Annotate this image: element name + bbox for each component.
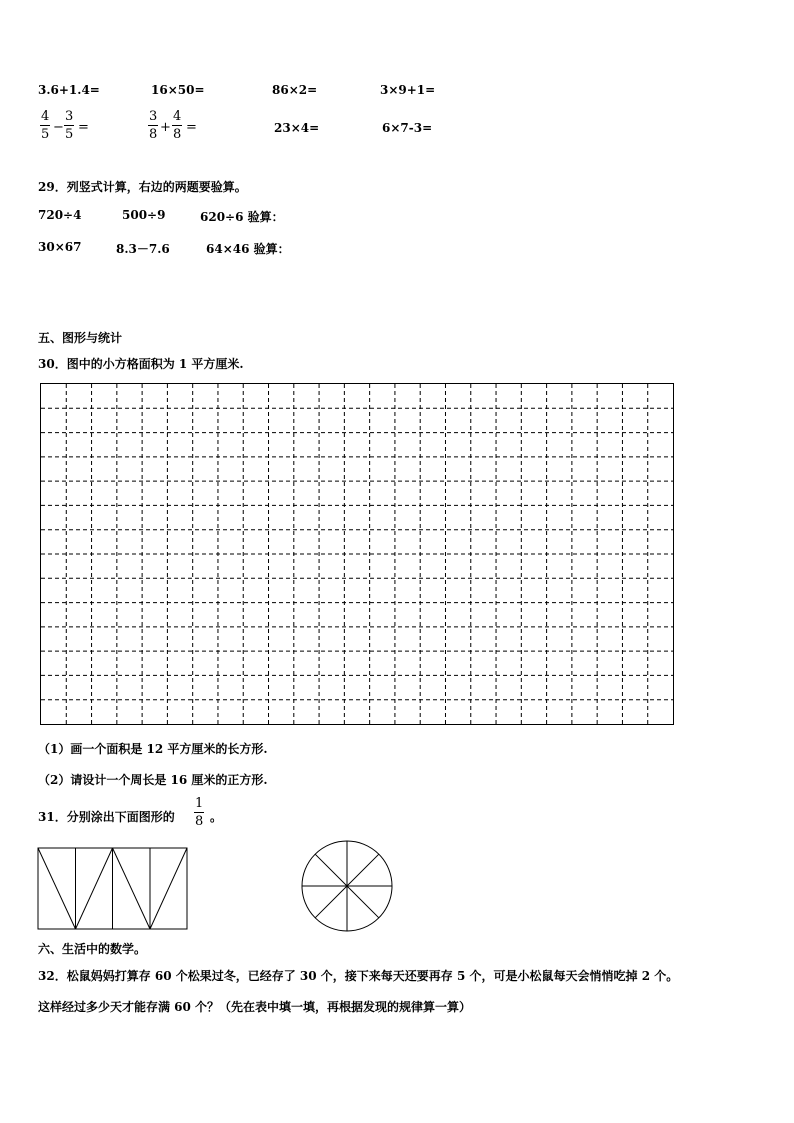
q29-item: 8.3－7.6 [116, 242, 170, 256]
diagonal-line [38, 848, 76, 929]
q32-line2: 这样经过多少天才能存满 60 个？（先在表中填一填，再根据发现的规律算一算） [38, 1000, 472, 1014]
q31-title: 31．分别涂出下面图形的 [38, 810, 175, 824]
calc-2: 16×50= [151, 83, 205, 97]
q29-item: 500÷9 [122, 208, 166, 222]
q31-fraction: $\frac{1}{8}$ [195, 796, 204, 829]
section-five-heading: 五、图形与统计 [38, 331, 123, 345]
calc-4: 3×9+1= [380, 83, 436, 97]
calc-1: 3.6+1.4= [38, 83, 100, 97]
q29-item: 620÷6 验算： [200, 210, 284, 224]
triangle-rectangle-figure [37, 847, 189, 931]
q32-line1: 32．松鼠妈妈打算存 60 个松果过冬，已经存了 30 个，接下来每天还要再存 5 个，可是小松鼠每天会悄悄吃掉 2 个。 [38, 969, 679, 983]
fraction: $\frac{4}{5}$ [41, 109, 50, 142]
fraction: $\frac{4}{8}$ [173, 109, 182, 142]
diagonal-line [76, 848, 113, 929]
calc-3: 86×2= [272, 83, 318, 97]
fraction: $\frac{3}{5}$ [65, 109, 74, 142]
section-six-heading: 六、生活中的数学。 [38, 942, 147, 956]
diagonal-line [150, 848, 187, 929]
q29-title: 29．列竖式计算，右边的两题要验算。 [38, 180, 247, 194]
q29-item: 30×67 [38, 240, 82, 254]
q30-title: 30．图中的小方格面积为 1 平方厘米. [38, 357, 244, 371]
q31-tail: 。 [210, 810, 223, 824]
q30-part1: （1）画一个面积是 12 平方厘米的长方形. [38, 742, 268, 756]
calc-row2-4: 6×7-3= [382, 121, 433, 135]
fraction: $\frac{3}{8}$ [149, 109, 158, 142]
divided-circle-figure [300, 839, 394, 933]
square-grid [40, 383, 674, 725]
calc-row2-3: 23×4= [274, 121, 320, 135]
q29-item: 720÷4 [38, 208, 82, 222]
q29-item: 64×46 验算： [206, 242, 290, 256]
q30-part2: （2）请设计一个周长是 16 厘米的正方形. [38, 773, 268, 787]
diagonal-line [113, 848, 151, 929]
